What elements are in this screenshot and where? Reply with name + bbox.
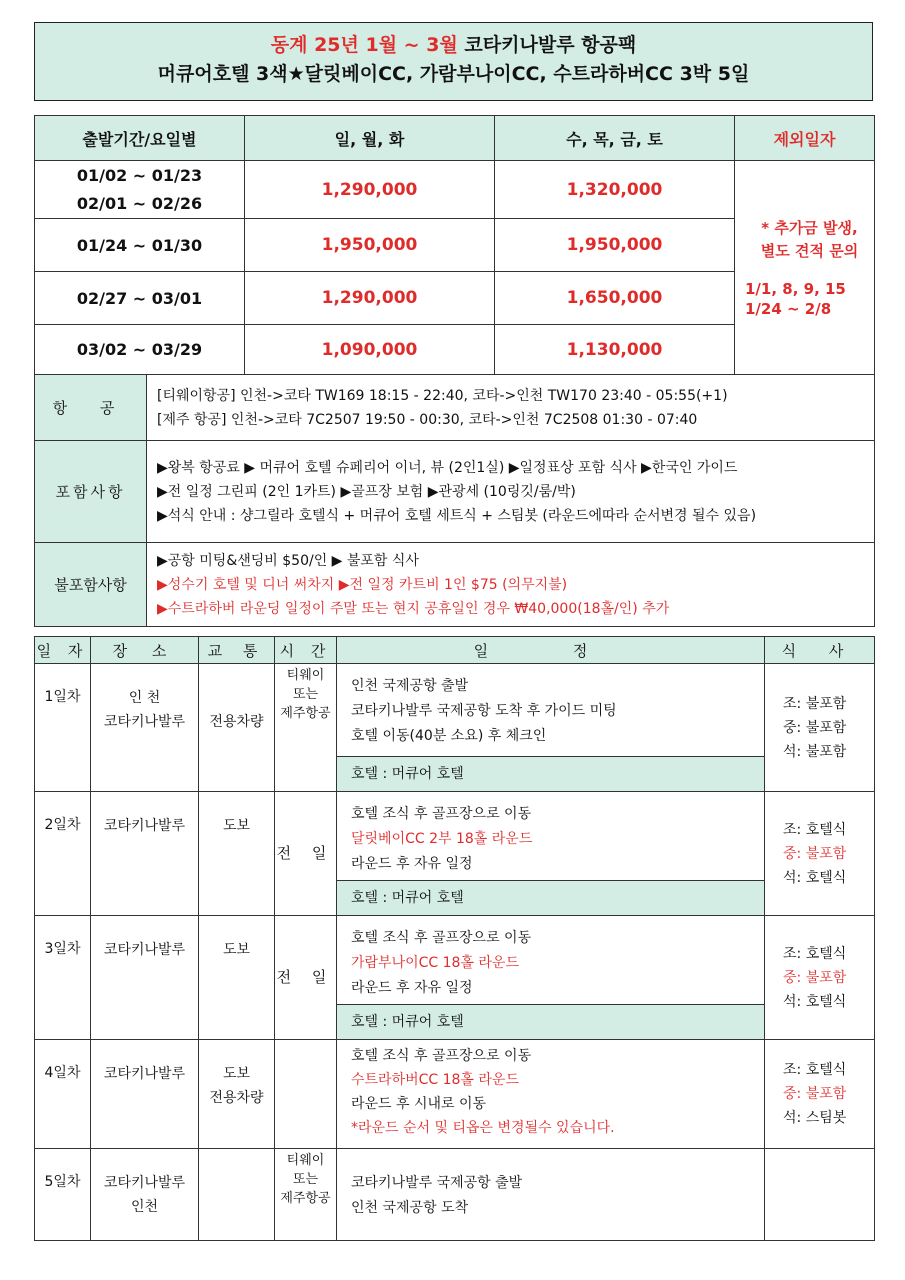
- meal-header: 식 사: [765, 637, 875, 664]
- plan-line: 가람부나이CC 18홀 라운드: [351, 955, 519, 971]
- place-cell: 코타키나발루 인천: [91, 1149, 199, 1241]
- period-cell: 03/02 ~ 03/29: [35, 325, 245, 375]
- excluded-dates-cell: * 추가금 발생, 별도 견적 문의 1/1, 8, 9, 15 1/24 ~ 2/8: [735, 161, 875, 375]
- time-cell: 전 일: [275, 792, 337, 916]
- price-cell: 1,650,000: [495, 272, 735, 325]
- schedule-day-row: [35, 1040, 875, 1149]
- plan-cell: [337, 792, 765, 916]
- price-row: [35, 161, 875, 219]
- plan-line: 인천 국제공항 도착: [351, 1200, 469, 1216]
- transport-cell: 도보: [199, 792, 275, 916]
- flight-info: [티웨이항공] 인천->코타 TW169 18:15 - 22:40, 코타->인천 TW170 23:40 - 05:55(+1) [제주 항공] 인천->코타 7C2507 19:50 - 00:30, 코타->인천 7C2508 01:30 - 07:40: [147, 375, 875, 441]
- time-cell: 티웨이 또는 제주항공: [275, 664, 337, 792]
- price-cell: 1,090,000: [245, 325, 495, 375]
- title-banner: [34, 22, 873, 101]
- day-cell: 4일차: [35, 1040, 91, 1149]
- plan-line: *라운드 순서 및 티옵은 변경될수 있습니다.: [351, 1120, 615, 1136]
- plan-line: 코타키나발루 국제공항 도착 후 가이드 미팅: [351, 703, 617, 719]
- price-cell: 1,950,000: [245, 219, 495, 272]
- transport-cell: [199, 1149, 275, 1241]
- excluded-dates-header: 제외일자: [735, 116, 875, 161]
- time-header: 시 간: [275, 637, 337, 664]
- price-cell: 1,290,000: [245, 161, 495, 219]
- time-cell: 전 일: [275, 916, 337, 1040]
- meal-cell: 조: 불포함 중: 불포함 석: 불포함: [765, 664, 875, 792]
- transport-cell: 도보: [199, 916, 275, 1040]
- transport-header: 교 통: [199, 637, 275, 664]
- hotel-bar: 호텔 : 머큐어 호텔: [337, 880, 764, 915]
- title-line-2: 머큐어호텔 3색★달릿베이CC, 가람부나이CC, 수트라하버CC 3박 5일: [157, 63, 750, 85]
- weekday-group2-header: 수, 목, 금, 토: [495, 116, 735, 161]
- flight-row: [35, 375, 875, 441]
- plan-line: 라운드 후 자유 일정: [351, 980, 473, 996]
- price-cell: 1,130,000: [495, 325, 735, 375]
- time-cell: [275, 1040, 337, 1149]
- day-cell: 5일차: [35, 1149, 91, 1241]
- plan-line: 라운드 후 자유 일정: [351, 856, 473, 872]
- day-cell: 3일차: [35, 916, 91, 1040]
- period-cell: 01/24 ~ 01/30: [35, 219, 245, 272]
- place-cell: 코타키나발루: [91, 916, 199, 1040]
- price-cell: 1,950,000: [495, 219, 735, 272]
- meal-cell: [765, 1149, 875, 1241]
- include-row: [35, 441, 875, 543]
- time-cell: 티웨이 또는 제주항공: [275, 1149, 337, 1241]
- price-cell: 1,290,000: [245, 272, 495, 325]
- day-cell: 2일차: [35, 792, 91, 916]
- place-cell: 코타키나발루: [91, 792, 199, 916]
- transport-cell: 전용차량: [199, 664, 275, 792]
- transport-cell: 도보 전용차량: [199, 1040, 275, 1149]
- title-line-1: 동계 25년 1월 ~ 3월 코타키나발루 항공팩: [270, 34, 637, 56]
- meal-cell: 조: 호텔식 중: 불포함 석: 호텔식: [765, 792, 875, 916]
- plan-cell: [337, 916, 765, 1040]
- exclude-row: [35, 543, 875, 627]
- include-label: 포함사항: [35, 441, 147, 543]
- price-cell: 1,320,000: [495, 161, 735, 219]
- plan-line: 호텔 이동(40분 소요) 후 체크인: [351, 728, 547, 744]
- schedule-day-row: [35, 664, 875, 792]
- flight-label: 항 공: [35, 375, 147, 441]
- meal-cell: 조: 호텔식 중: 불포함 석: 호텔식: [765, 916, 875, 1040]
- schedule-day-row: [35, 792, 875, 916]
- exclude-label: 불포함사항: [35, 543, 147, 627]
- schedule-table: [34, 636, 875, 1241]
- schedule-header-row: [35, 637, 875, 664]
- plan-line: 인천 국제공항 출발: [351, 678, 469, 694]
- exclude-info: ▶공항 미팅&샌딩비 $50/인 ▶ 불포함 식사 ▶성수기 호텔 및 디너 써차지 ▶전 일정 카트비 1인 $75 (의무지불) ▶수트라하버 라운딩 일정이 주말 또는 현지 공휴일인 경우 ₩40,000(18홀/인) 추가: [147, 543, 875, 627]
- plan-line: 호텔 조식 후 골프장으로 이동: [351, 930, 532, 946]
- period-cell: 02/27 ~ 03/01: [35, 272, 245, 325]
- price-table: [34, 115, 875, 375]
- place-cell: 코타키나발루: [91, 1040, 199, 1149]
- info-table: [34, 374, 875, 627]
- plan-cell: [337, 664, 765, 792]
- schedule-day-row: [35, 1149, 875, 1241]
- hotel-bar: 호텔 : 머큐어 호텔: [337, 756, 764, 791]
- plan-line: 호텔 조식 후 골프장으로 이동: [351, 806, 532, 822]
- place-header: 장 소: [91, 637, 199, 664]
- include-info: ▶왕복 항공료 ▶ 머큐어 호텔 슈페리어 이너, 뷰 (2인1실) ▶일정표상 포함 식사 ▶한국인 가이드 ▶전 일정 그린피 (2인 1카트) ▶골프장 보험 ▶관광세 (10링깃/룸/박) ▶석식 안내 : 샹그릴라 호텔식 + 머큐어 호텔 세트식 + 스팀봇 (라운드에따라 순서변경 될수 있음): [147, 441, 875, 543]
- weekday-group1-header: 일, 월, 화: [245, 116, 495, 161]
- plan-line: 라운드 후 시내로 이동: [351, 1096, 487, 1112]
- plan-cell: [337, 1040, 765, 1149]
- plan-header: 일 정: [337, 637, 765, 664]
- plan-line: 호텔 조식 후 골프장으로 이동: [351, 1048, 532, 1064]
- hotel-bar: 호텔 : 머큐어 호텔: [337, 1004, 764, 1039]
- plan-line: 코타키나발루 국제공항 출발: [351, 1175, 523, 1191]
- meal-cell: 조: 호텔식 중: 불포함 석: 스팀봇: [765, 1040, 875, 1149]
- plan-line: 수트라하버CC 18홀 라운드: [351, 1072, 519, 1088]
- plan-cell: [337, 1149, 765, 1241]
- price-header-row: [35, 116, 875, 161]
- period-header: 출발기간/요일별: [35, 116, 245, 161]
- day-cell: 1일차: [35, 664, 91, 792]
- day-header: 일 자: [35, 637, 91, 664]
- period-cell: 01/02 ~ 01/23 02/01 ~ 02/26: [35, 161, 245, 219]
- plan-line: 달릿베이CC 2부 18홀 라운드: [351, 831, 533, 847]
- place-cell: 인 천 코타키나발루: [91, 664, 199, 792]
- schedule-day-row: [35, 916, 875, 1040]
